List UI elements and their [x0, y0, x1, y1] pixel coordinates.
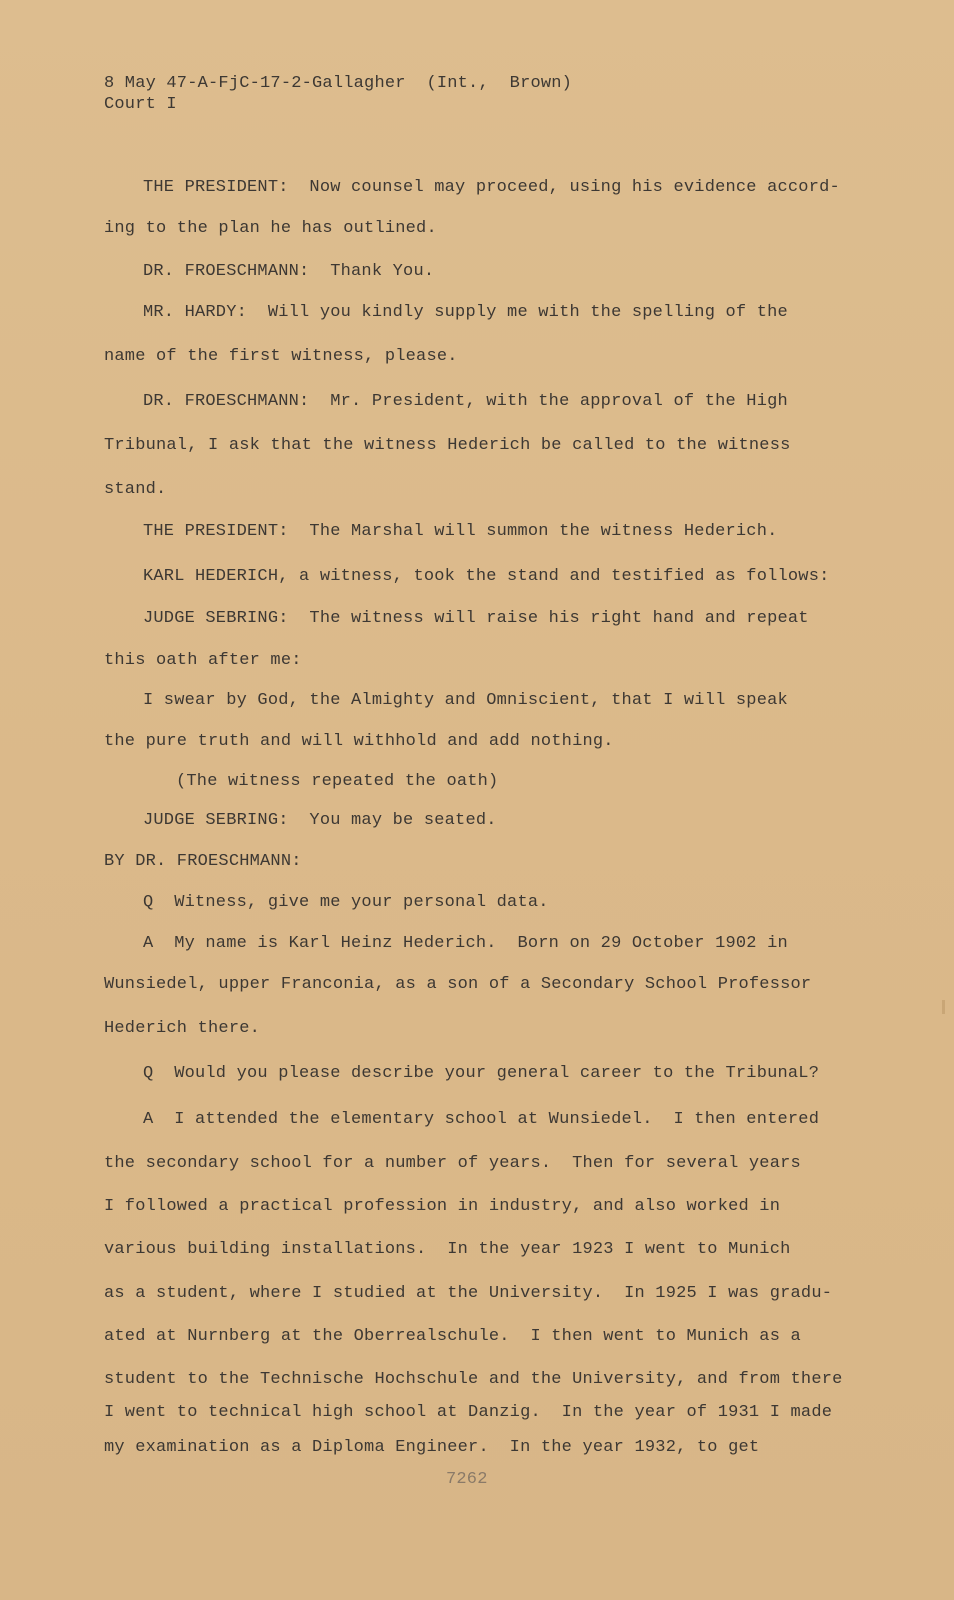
text-line: as a student, where I studied at the University. In 1925 I was gradu- — [104, 1284, 833, 1303]
text-line: ated at Nurnberg at the Oberrealschule. I then went to Munich as a — [104, 1327, 801, 1346]
text-line: KARL HEDERICH, a witness, took the stand and testified as follows: — [143, 567, 830, 586]
text-line: DR. FROESCHMANN: Mr. President, with the approval of the High — [143, 392, 788, 411]
text-line: the secondary school for a number of years. Then for several years — [104, 1154, 801, 1173]
text-line: JUDGE SEBRING: The witness will raise his right hand and repeat — [143, 609, 809, 628]
text-line: MR. HARDY: Will you kindly supply me with the spelling of the — [143, 303, 788, 322]
text-line: ing to the plan he has outlined. — [104, 219, 437, 238]
text-line: JUDGE SEBRING: You may be seated. — [143, 811, 497, 830]
text-line: the pure truth and will withhold and add nothing. — [104, 732, 614, 751]
text-line: Q Would you please describe your general career to the TribunaL? — [143, 1064, 820, 1083]
text-line: stand. — [104, 480, 167, 499]
text-line: BY DR. FROESCHMANN: — [104, 852, 302, 871]
text-line: this oath after me: — [104, 651, 302, 670]
text-line: I swear by God, the Almighty and Omniscient, that I will speak — [143, 691, 788, 710]
text-line: DR. FROESCHMANN: Thank You. — [143, 262, 435, 281]
text-line: Tribunal, I ask that the witness Hederich be called to the witness — [104, 436, 791, 455]
text-line: student to the Technische Hochschule and the University, and from there — [104, 1370, 843, 1389]
text-line: my examination as a Diploma Engineer. In the year 1932, to get — [104, 1438, 760, 1457]
text-line: I followed a practical profession in industry, and also worked in — [104, 1197, 781, 1216]
page-number: 7262 — [446, 1470, 488, 1489]
text-line: name of the first witness, please. — [104, 347, 458, 366]
text-line: various building installations. In the year 1923 I went to Munich — [104, 1240, 791, 1259]
text-line: A My name is Karl Heinz Hederich. Born on 29 October 1902 in — [143, 934, 788, 953]
text-line: Hederich there. — [104, 1019, 261, 1038]
text-line: I went to technical high school at Danzig. In the year of 1931 I made — [104, 1403, 833, 1422]
margin-mark — [942, 1000, 945, 1014]
text-line: THE PRESIDENT: The Marshal will summon the witness Hederich. — [143, 522, 778, 541]
text-line: THE PRESIDENT: Now counsel may proceed, using his evidence accord- — [143, 178, 840, 197]
text-line: Q Witness, give me your personal data. — [143, 893, 549, 912]
header-line-2: Court I — [104, 95, 177, 114]
text-line: A I attended the elementary school at Wunsiedel. I then entered — [143, 1110, 820, 1129]
text-line: Wunsiedel, upper Franconia, as a son of a Secondary School Professor — [104, 975, 812, 994]
header-line-1: 8 May 47-A-FjC-17-2-Gallagher (Int., Brown) — [104, 74, 573, 93]
text-line: (The witness repeated the oath) — [176, 772, 499, 791]
